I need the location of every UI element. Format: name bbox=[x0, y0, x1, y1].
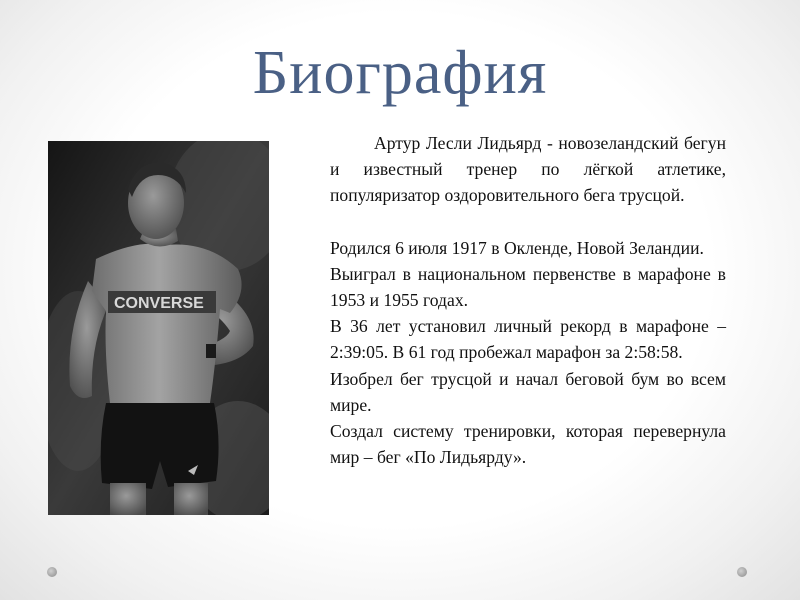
championship-paragraph: Выиграл в национальном первенстве в марафоне в 1953 и 1955 годах. bbox=[330, 263, 726, 311]
slide-title: Биография bbox=[252, 39, 548, 107]
biography-text bbox=[330, 130, 726, 470]
record-paragraph: В 36 лет установил личный рекорд в марафоне – 2:39:05. В 61 год пробежал марафон за 2:58:58. bbox=[330, 316, 726, 363]
shirt-logo: CONVERSE bbox=[114, 295, 204, 312]
birth-paragraph: Родился 6 июля 1917 в Окленде, Новой Зеландии. bbox=[330, 237, 704, 258]
jogging-paragraph: Изобрел бег трусцой и начал беговой бум во всем мире. bbox=[330, 368, 726, 415]
training-system-paragraph: Создал систему тренировки, которая перевернула мир – бег «По Лидьярду». bbox=[330, 421, 726, 468]
decorative-dot bbox=[737, 567, 747, 577]
decorative-dot bbox=[47, 567, 57, 577]
runner-photo bbox=[48, 141, 269, 515]
intro-paragraph: Артур Лесли Лидьярд - новозеландский бегун и известный тренер по лёгкой атлетике, популяризатор оздоровительного бега трусцой. bbox=[330, 133, 726, 206]
